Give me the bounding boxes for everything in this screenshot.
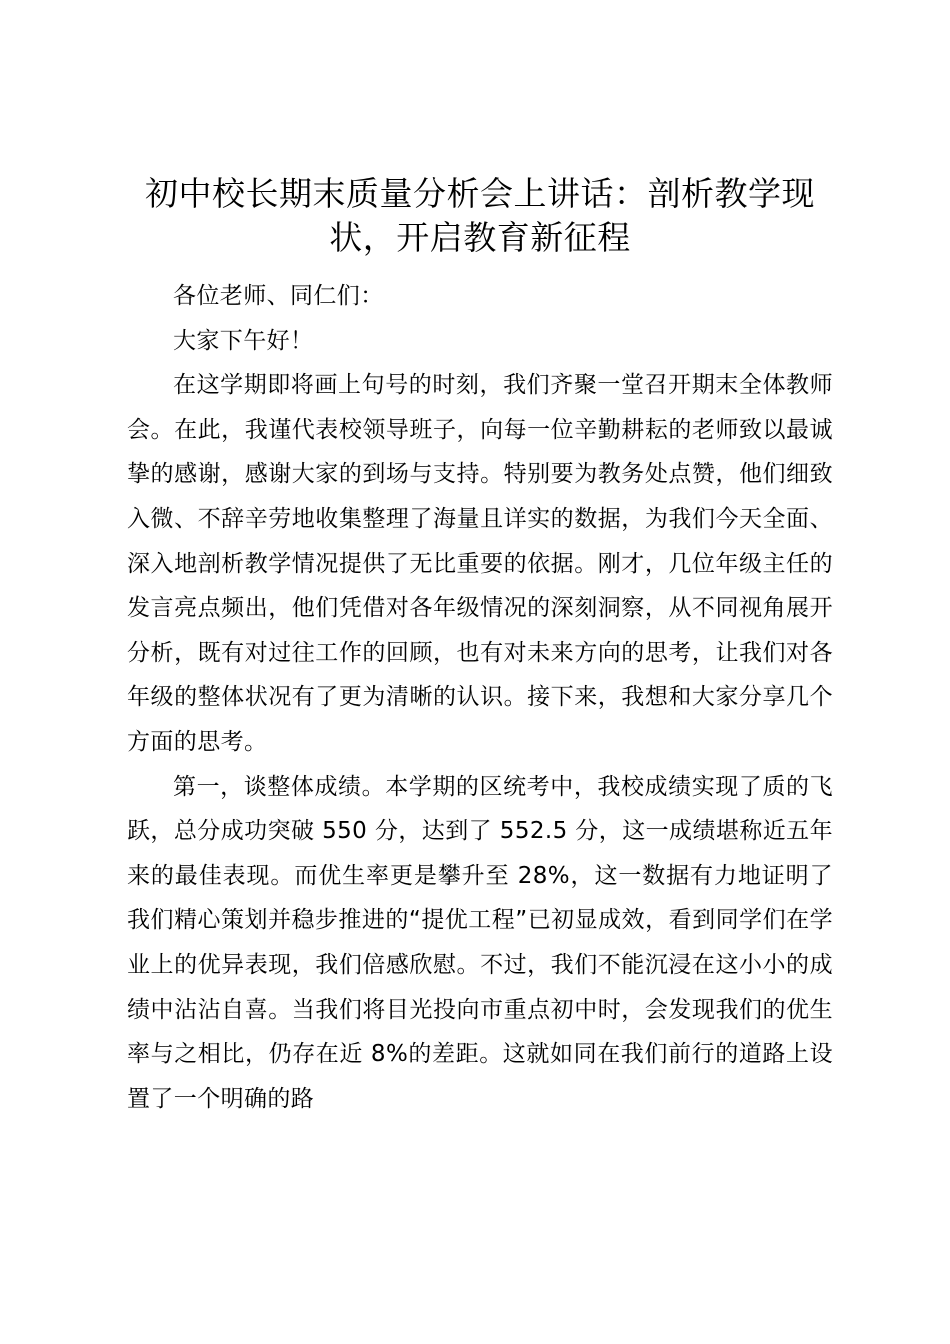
intro-paragraph: 在这学期即将画上句号的时刻，我们齐聚一堂召开期末全体教师会。在此，我谨代表校领导班子，向每一位辛勤耕耘的老师致以最诚挚的感谢，感谢大家的到场与支持。特别要为教务处点赞，他们细致入微、不辞辛劳地收集整理了海量且详实的数据，为我们今天全面、深入地剖析教学情况提供了无比重要的依据。刚才，几位年级主任的发言亮点频出，他们凭借对各年级情况的深刻洞察，从不同视角展开分析，既有对过往工作的回顾，也有对未来方向的思考，让我们对各年级的整体状况有了更为清晰的认识。接下来，我想和大家分享几个方面的思考。 <box>127 372 833 755</box>
overall-results-paragraph: 第一，谈整体成绩。本学期的区统考中，我校成绩实现了质的飞跃，总分成功突破 550 分，达到了 552.5 分，这一成绩堪称近五年来的最佳表现。而优生率更是攀升至 28%，这一数据有力地证明了我们精心策划并稳步推进的“提优工程”已初显成效，看到同学们在学业上的优异表现，我们倍感欣慰。不过，我们不能沉浸在这小小的成绩中沾沾自喜。当我们将目光投向市重点初中时，会发现我们的优生率与之相比，仍存在近 8%的差距。这就如同在我们前行的道路上设置了一个明确的路 <box>127 773 833 1112</box>
document-title: 初中校长期末质量分析会上讲话：剖析教学现状，开启教育新征程 <box>145 174 815 257</box>
greeting-paragraph: 大家下午好！ <box>173 327 314 354</box>
salutation-paragraph: 各位老师、同仁们： <box>173 283 384 309</box>
document-body <box>127 274 833 1121</box>
document-page <box>127 172 833 1121</box>
